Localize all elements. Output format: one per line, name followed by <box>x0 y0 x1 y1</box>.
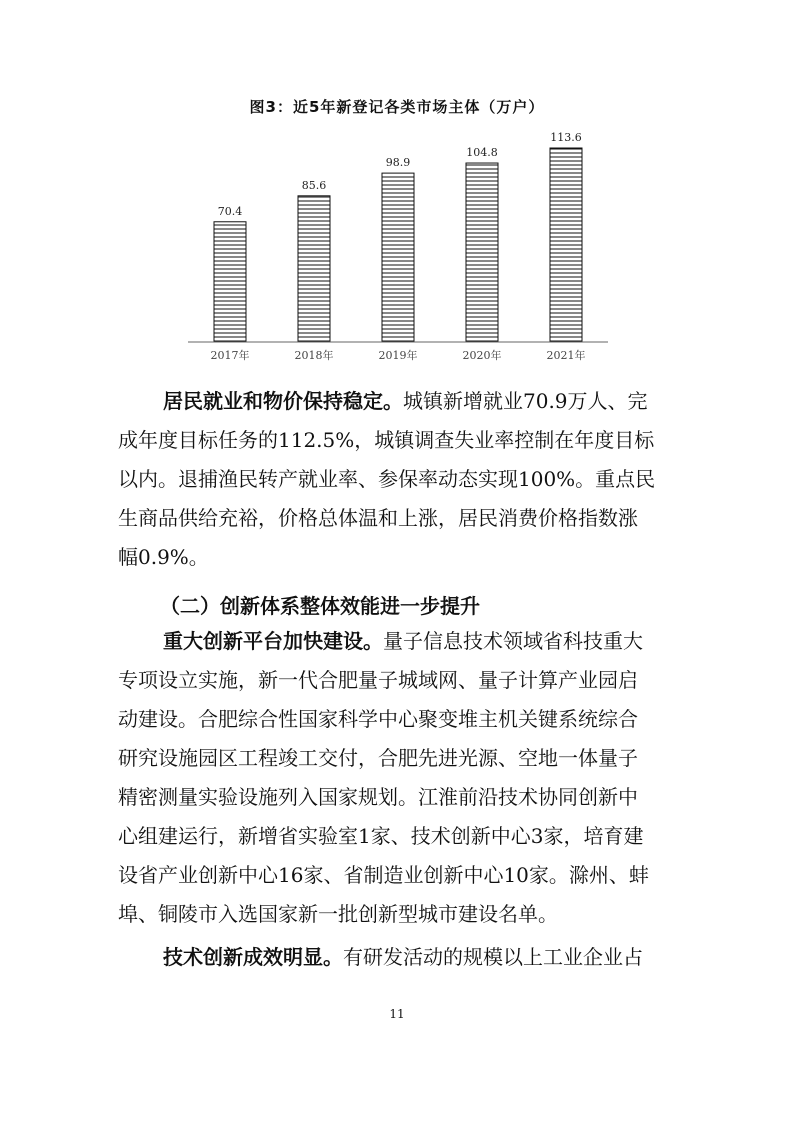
text-line: 以内。退捕渔民转产就业率、参保率动态实现100%。重点民 <box>118 467 656 491</box>
paragraph-lead: 居民就业和物价保持稳定。 <box>163 389 403 413</box>
text-line: 量子信息技术领域省科技重大 <box>383 629 643 653</box>
text-line: 有研发活动的规模以上工业企业占 <box>343 945 643 969</box>
paragraph-lead: 重大创新平台加快建设。 <box>163 629 383 653</box>
bar-2017年 <box>214 222 246 342</box>
bar-2019年 <box>382 173 414 342</box>
x-tick-label: 2021年 <box>546 349 586 362</box>
bar-2020年 <box>466 163 498 342</box>
text-line: 城镇新增就业70.9万人、完 <box>403 389 648 413</box>
paragraph-employment <box>163 382 703 421</box>
text-line: 专项设立实施，新一代合肥量子城域网、量子计算产业园启 <box>118 668 638 692</box>
text-line: 埠、铜陵市入选国家新一批创新型城市建设名单。 <box>118 902 558 926</box>
bar-chart <box>0 0 794 380</box>
text-line: 精密测量实验设施列入国家规划。江淮前沿技术协同创新中 <box>118 785 638 809</box>
data-label: 113.6 <box>550 131 582 144</box>
text-line: 幅0.9%。 <box>118 545 209 569</box>
data-label: 104.8 <box>466 146 498 160</box>
x-tick-label: 2019年 <box>378 349 418 362</box>
data-label: 85.6 <box>301 178 327 192</box>
text-line: 设省产业创新中心16家、省制造业创新中心10家。滁州、蚌 <box>118 863 649 887</box>
paragraph-employment-rest <box>118 421 698 577</box>
x-tick-label: 2020年 <box>462 349 502 362</box>
data-label: 70.4 <box>217 204 243 218</box>
text-line: 研究设施园区工程竣工交付，合肥先进光源、空地一体量子 <box>118 746 638 770</box>
section-heading: （二）创新体系整体效能进一步提升 <box>160 594 480 618</box>
bar-series <box>211 131 586 362</box>
paragraph-tech-innovation <box>163 938 703 977</box>
text-line: 动建设。合肥综合性国家科学中心聚变堆主机关键系统综合 <box>118 707 638 731</box>
x-tick-label: 2017年 <box>210 349 250 362</box>
text-line: 生商品供给充裕，价格总体温和上涨，居民消费价格指数涨 <box>118 506 638 530</box>
bar-2018年 <box>298 196 330 342</box>
text-line: 心组建运行，新增省实验室1家、技术创新中心3家，培育建 <box>118 824 644 848</box>
text-line: 成年度目标任务的112.5%，城镇调查失业率控制在年度目标 <box>118 428 655 452</box>
chart-title: 图3：近5年新登记各类市场主体（万户） <box>249 98 545 116</box>
page-number: 11 <box>389 1007 405 1021</box>
bar-2021年 <box>550 148 582 342</box>
data-label: 98.9 <box>385 156 411 170</box>
paragraph-innovation-platform-rest <box>118 661 698 934</box>
x-tick-label: 2018年 <box>294 349 334 362</box>
paragraph-lead: 技术创新成效明显。 <box>163 945 343 969</box>
paragraph-innovation-platform <box>163 622 703 661</box>
